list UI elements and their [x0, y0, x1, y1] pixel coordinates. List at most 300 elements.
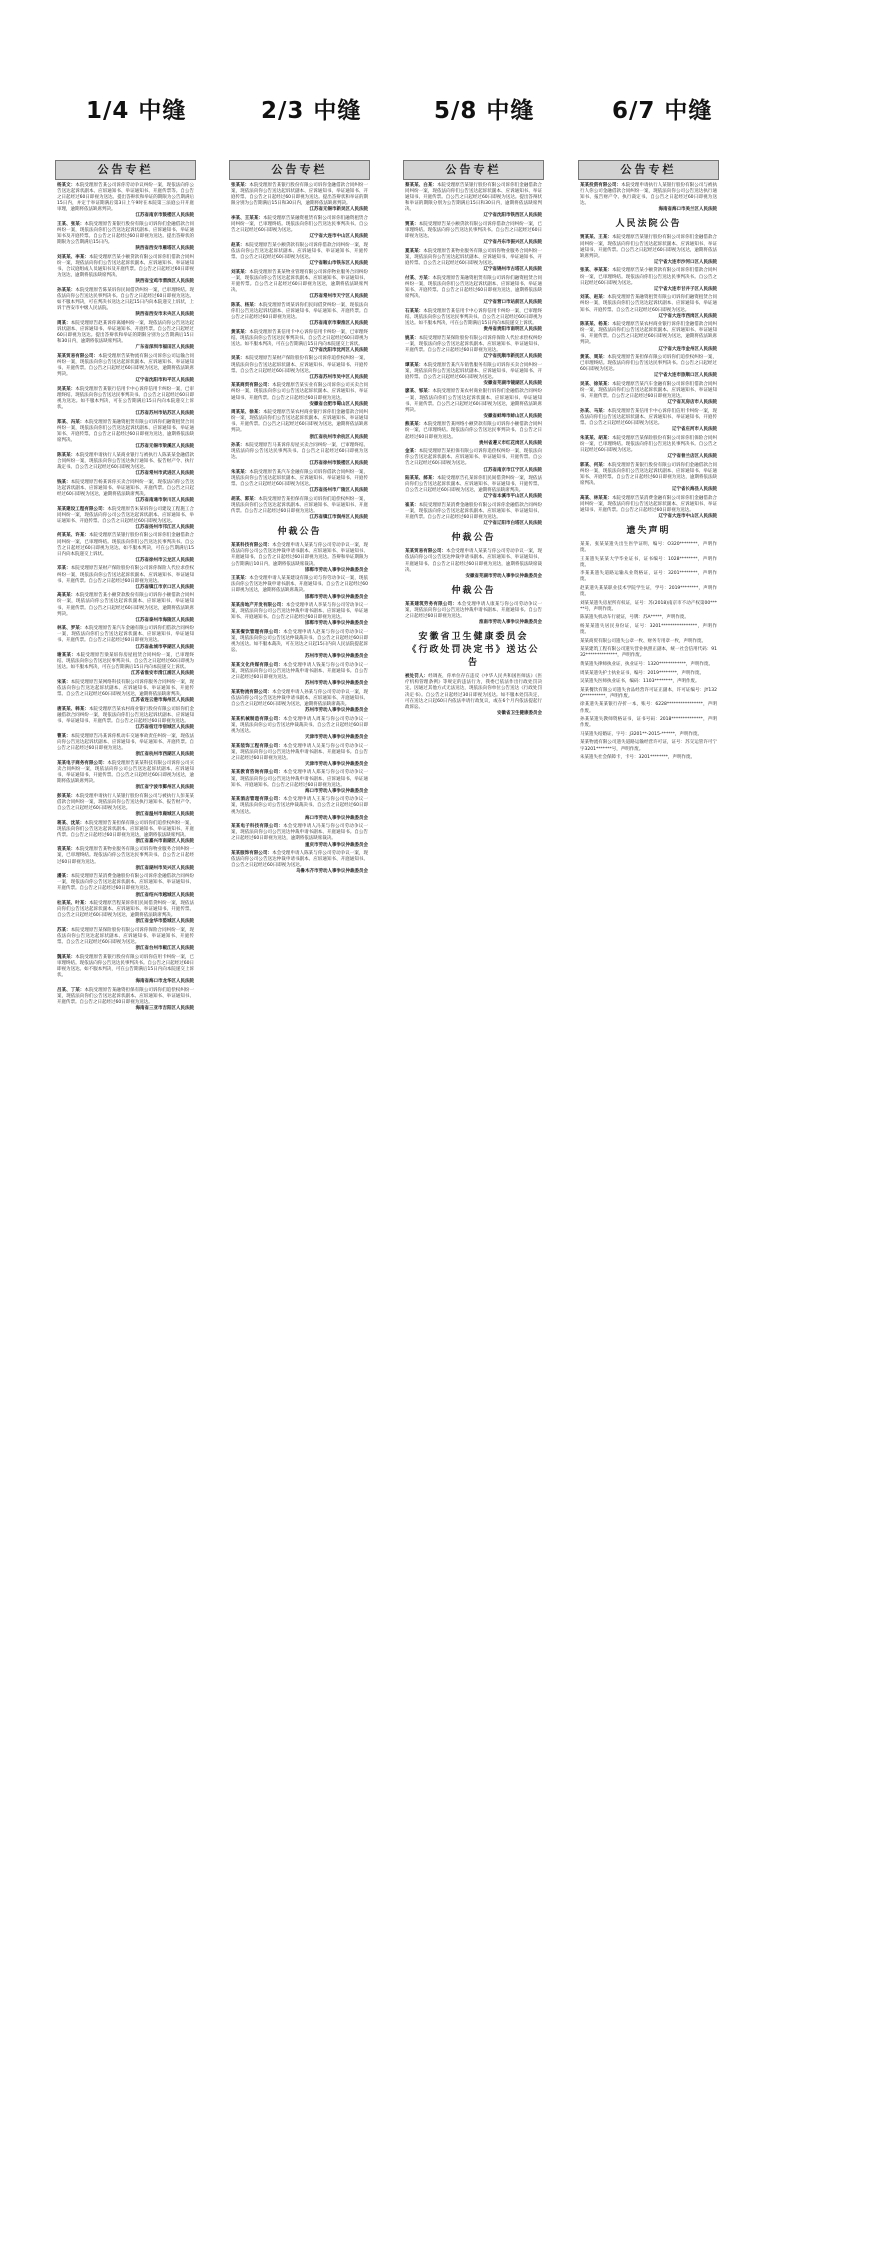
- notice-issuer: 安徽省蚌埠市蚌山区人民法院: [483, 413, 542, 419]
- notice-recipient: 朱某某、胡某：: [580, 435, 612, 441]
- notice-issuer: 辽宁省丹东市振兴区人民法院: [483, 240, 542, 246]
- notice-item: [580, 355, 717, 379]
- notice-recipient: 付某、方某：: [405, 275, 433, 281]
- notice-item: [405, 476, 542, 500]
- notice-issuer: 邯郸市劳动人事争议仲裁委员会: [305, 567, 368, 573]
- notice-recipient: 某某教育咨询有限公司：: [231, 770, 284, 776]
- notice-issuer: 浙江省嘉兴市南湖区人民法院: [135, 838, 194, 844]
- notice-issuer: 江苏省淮安市清江浦区人民法院: [131, 671, 194, 677]
- notice-recipient: 某某建筑劳务有限公司：: [405, 601, 458, 607]
- notice-recipient: 邓某：: [57, 566, 71, 572]
- notice-text: 本院受理原告程某诉你们民间借贷纠纷一案，现依法向你们公告送达起诉状副本、应诉通知书、举证通知书、开庭传票。自公告之日起经过60日即视为送达，逾期将依法缺席判决。: [57, 901, 194, 919]
- notice-item: [580, 463, 717, 493]
- notice-issuer: 邯郸市劳动人事争议仲裁委员会: [305, 621, 368, 627]
- notice-item: [405, 503, 542, 527]
- column-header: 公告专栏: [55, 160, 196, 180]
- notice-item: [405, 449, 542, 473]
- notice-recipient: 蔡某某、白某：: [405, 183, 437, 188]
- notice-issuer: 浙江省台州市椒江区人民法院: [135, 946, 194, 952]
- notice-recipient: 姚某：: [405, 335, 419, 341]
- notice-recipient: 苏某：: [57, 928, 71, 933]
- notice-text: 本会受理申请人康某与你公司劳动争议一案，现依法向你公司公告送达仲裁申请书副本、开庭通知书。自公告之日起经过60日即视为送达。: [405, 601, 543, 620]
- notice-recipient: 张某某：: [231, 183, 250, 188]
- notice-item: [580, 679, 717, 685]
- notice-issuer: 辽宁省大连市西岗区人民法院: [658, 313, 717, 319]
- notice-recipient: 吴某某：: [57, 386, 76, 392]
- notice-recipient: 王某某：: [231, 576, 250, 582]
- notice-text: 本院受理原告某融资租赁有限公司诉你们融资租赁合同纠纷一案，现依法向你们公告送达起诉状副本、应诉通知书、举证通知书、开庭传票。自公告之日起经过60日即视为送达。: [580, 295, 718, 313]
- notice-issuer: 辽宁省大连市沙河口区人民法院: [654, 259, 717, 265]
- notice-recipient: 张某、李某某：: [580, 268, 612, 274]
- notice-recipient: 魏某某：: [57, 954, 76, 960]
- notice-text: 本院受理原告某保险股份有限公司诉你保险合同纠纷一案，现依法向你公告送达起诉状副本、应诉通知书、举证通知书、开庭传票。自公告之日起经过60日即视为送达。: [57, 928, 195, 946]
- notice-text: 本院受理原告某汽车金融有限公司诉你们借款合同纠纷一案，现依法向你们公告送达起诉状副本、应诉通知书、举证通知书、开庭传票。自公告之日起经过60日即视为送达。: [57, 626, 195, 644]
- notice-text: 某某商贸有限公司遗失公章一枚、财务专用章一枚，声明作废。: [580, 638, 706, 644]
- notice-recipient: 某某电子商务有限公司：: [57, 760, 108, 766]
- notice-item: [580, 409, 717, 433]
- notice-recipient: 某某建设工程有限公司：: [57, 506, 108, 512]
- notice-recipient: 黄某某：: [231, 329, 250, 335]
- notice-item: [231, 410, 368, 440]
- notice-item: [580, 571, 717, 583]
- notice-item: [231, 630, 368, 660]
- notice-item: [405, 422, 542, 446]
- notice-recipient: 崔某：: [405, 503, 419, 508]
- notice-issuer: 邯郸市劳动人事争议仲裁委员会: [305, 594, 368, 600]
- notice-text: 本院受理原告某保险股份有限公司诉你保险人代位求偿权纠纷一案，现依法向你公告送达起诉状副本、应诉通知书、举证通知书、开庭传票。自公告之日起经过60日即视为送达。: [405, 335, 543, 353]
- notice-item: [57, 354, 194, 384]
- notice-recipient: 潘某：: [57, 874, 71, 880]
- section-title: 仲裁公告: [277, 527, 322, 538]
- notice-issuer: 浙江省宁波市鄞州区人民法院: [135, 785, 194, 791]
- notice-item: [57, 901, 194, 925]
- notice-recipient: 夏某某：: [405, 248, 424, 254]
- section-title: 仲裁公告: [451, 585, 496, 596]
- notice-text: 本院受理原告某融资租赁有限公司诉你们融资租赁合同纠纷一案，已审理终结。现依法向你们公告送达民事判决书。自公告之日起经过60日即视为送达。: [231, 215, 368, 234]
- notice-item: [57, 593, 194, 623]
- notice-issuer: 浙江省湖州市吴兴区人民法院: [135, 865, 194, 871]
- notice-text: 本院受理原告某小额贷款股份有限公司诉你小额借款合同纠纷一案，现依法向你公告送达起诉状副本、应诉通知书、举证通知书、开庭传票。自公告之日起经过60日即视为送达，逾期将依法缺席判决。: [57, 593, 195, 617]
- notice-text: 某某建筑工程有限公司遗失营业执照正副本，统一社会信用代码：9132**************，声明作废。: [580, 647, 717, 659]
- notice-text: 本会受理申请人某某建设有限公司与你劳动争议一案，现依法向你公告送达仲裁申请书副本、开庭通知书。自公告之日起经过60日即视为送达，逾期将依法缺席裁决。: [231, 576, 369, 594]
- notice-issuer: 江苏省常州市武进区人民法院: [135, 471, 194, 477]
- notice-text: 本院受理原告某信用卡中心诉你信用卡纠纷一案，已审理终结。现依法向你公告送达民事判决书。自公告之日起经过60日即视为送达。如不服本判决，可在公告期满后15日内向本院递交上诉状。: [231, 329, 369, 347]
- notice-text: 本院受理原告某担保有限公司诉你们追偿权纠纷一案，现依法向你们公告送达起诉状副本、应诉通知书、举证通知书、开庭传票。自公告之日起经过60日即视为送达。: [231, 496, 369, 515]
- notice-text: 本院受理原告某担保有限公司诉你们追偿权纠纷一案，现依法向你们公告送达起诉状副本、应诉通知书、举证通知书、开庭传票。自公告之日起经过60日即视为送达，逾期将依法缺席判决。: [57, 820, 195, 838]
- notice-item: [580, 688, 717, 700]
- notice-issuer: 江苏省南京市江宁区人民法院: [483, 467, 542, 473]
- notice-item: [57, 928, 194, 952]
- notice-issuer: 海口市劳动人事争议仲裁委员会: [305, 815, 368, 821]
- notice-issuer: 江苏省扬州市广陵区人民法院: [309, 488, 368, 494]
- notice-item: [405, 249, 542, 273]
- notice-recipient: 贾某某、王某：: [580, 235, 612, 241]
- notice-recipient: 孙某某：: [57, 288, 76, 293]
- notice-item: [231, 243, 368, 267]
- notice-recipient: 某某贸易有限公司：: [57, 353, 99, 359]
- notice-item: [405, 336, 542, 360]
- notice-issuer: 江苏省南京市秦淮区人民法院: [309, 320, 368, 326]
- notice-issuer: 辽宁省大连市金州区人民法院: [658, 346, 717, 352]
- notice-item: [231, 797, 368, 821]
- notice-recipient: 某某酒店管理有限公司：: [231, 797, 284, 803]
- notice-issuer: 苏州市劳动人事争议仲裁委员会: [305, 654, 368, 660]
- notice-issuer: 江苏省徐州市鼓楼区人民法院: [309, 461, 368, 467]
- notice-item: [231, 216, 368, 240]
- notice-recipient: 钱某：: [57, 479, 71, 485]
- notice-issuer: 贵州省贵阳市南明区人民法院: [483, 327, 542, 333]
- notice-recipient: 袁某某：: [57, 847, 76, 853]
- notice-recipient: 杜某某、叶某：: [57, 901, 89, 907]
- notice-text: 徐某遗失某某银行存折一本，账号：6228****************，声明作废。: [580, 702, 717, 714]
- column-header: 公告专栏: [229, 160, 370, 180]
- notice-recipient: 黄某、周某：: [580, 355, 608, 361]
- notice-text: 本院受理原告杨某诉你买卖合同纠纷一案，现依法向你公告送达起诉状副本、应诉通知书、举证通知书、开庭传票。自公告之日起经过60日即视为送达，逾期将依法缺席判决。: [57, 479, 195, 497]
- notice-issuer: 陕西省西安市雁塔区人民法院: [135, 246, 194, 252]
- notice-item: [231, 443, 368, 467]
- notice-recipient: 刘某某、李某：: [57, 255, 89, 261]
- notice-recipient: 金某：: [405, 449, 419, 455]
- notice-issuer: 辽宁省抚顺市新抚区人民法院: [483, 353, 542, 359]
- notice-text: 本院受理原告某财产保险股份有限公司诉你追偿权纠纷一案，现依法向你公告送达起诉状副本、应诉通知书、举证通知书、开庭传票。自公告之日起经过60日即视为送达。: [231, 356, 369, 374]
- notice-issuer: 辽宁省鞍山市铁东区人民法院: [309, 261, 368, 267]
- notice-text: 本院受理原告冯某诉你机动车交通事故责任纠纷一案，现依法向你公告送达起诉状副本、应诉通知书、举证通知书、开庭传票。自公告之日起经过60日即视为送达。: [57, 733, 195, 751]
- notice-recipient: 杨某文：: [57, 183, 76, 188]
- notice-item: [580, 268, 717, 292]
- notice-text: 马某遗失结婚证，字号：J3201**-2015-******，声明作废。: [580, 731, 702, 737]
- column-body: [578, 180, 719, 761]
- notice-recipient: 陈某某：: [57, 452, 76, 458]
- notice-issuer: 贵州省遵义市红花岗区人民法院: [479, 440, 542, 446]
- notice-recipient: 吴某：: [231, 356, 245, 362]
- notice-item: [57, 566, 194, 590]
- notice-text: 本院受理原告某银行股份有限公司诉你们金融借款合同纠纷一案，现依法向你们公告送达起诉状副本、应诉通知书、举证通知书、开庭传票。自公告之日起经过60日即视为送达，逾期将依法缺席判决。: [580, 462, 718, 486]
- notice-item: [57, 874, 194, 898]
- notice-recipient: 吕某、丁某：: [57, 987, 85, 993]
- notice-item: [580, 586, 717, 598]
- notice-text: 本院受理原告某公司诉你劳动争议纠纷一案，现依法向你公告送达起诉状副本、应诉通知书、举证通知书、开庭传票等。自公告之日起经过60日即视为送达。提出答辩状和举证的期限为公告期满后15日内，并定于举证期满后第3日上午9时在本院第三法庭公开开庭审理，逾期将依法缺席判决。: [57, 183, 195, 213]
- notice-item: [231, 851, 368, 875]
- column-label-6-7: 6/7 中缝: [612, 98, 713, 124]
- notice-item: [231, 717, 368, 741]
- notice-item: [57, 183, 194, 220]
- column-body: [229, 180, 370, 875]
- notice-issuer: 辽宁省庄河市人民法院: [672, 427, 717, 433]
- notice-text: 王某遗失某某大学毕业证书，证书编号：1028********，声明作废。: [580, 556, 717, 568]
- notice-text: 本会受理申请人李某与你公司劳动争议一案，现依法向你公司公告送达仲裁申请书副本、应诉通知书、举证通知书、开庭通知书。自公告之日起经过60日即视为送达。: [231, 603, 368, 621]
- notice-issuer: 苏州市劳动人事争议仲裁委员会: [305, 708, 368, 714]
- notice-text: 本院受理原告陈某诉你民间借贷纠纷一案，已审理终结。现依法向你公告送达民事判决书。自公告之日起经过60日即视为送达。如不服本判决，可在判决书送达之日起15日内向本院递交上诉状，上诉于西安市中级人民法院。: [57, 288, 195, 312]
- notice-item: [57, 222, 194, 252]
- section-title: 人民法院公告: [615, 219, 682, 230]
- notice-item: [57, 507, 194, 531]
- notice-item: [231, 543, 368, 573]
- notice-recipient: 孙某、马某：: [580, 408, 608, 414]
- notice-text: 本院受理原告某小额贷款有限公司诉你们借款合同纠纷一案，已审理终结。现依法向你们公告送达民事判决书。自公告之日起经过60日即视为送达。: [580, 268, 717, 286]
- notice-text: 本院受理原告某物流有限公司诉你公司运输合同纠纷一案，现依法向你公告送达起诉状副本、应诉通知书、举证通知书、开庭传票。自公告之日起经过60日即视为送达，逾期将依法缺席判决。: [57, 353, 195, 378]
- notice-text: 李某某遗失道路运输从业资格证，证号：3201********，声明作废。: [580, 571, 717, 583]
- notice-item: [231, 330, 368, 354]
- notice-item: [580, 496, 717, 520]
- notice-item: [231, 497, 368, 521]
- notice-recipient: 高某、林某某：: [580, 495, 612, 501]
- notice-item: [57, 955, 194, 985]
- notice-text: 本院受理原告某小额贷款有限公司诉你们借款合同纠纷一案，现依法向你们公告送达起诉状副本、应诉通知书、举证通知书、合议庭组成人员通知书及开庭传票。自公告之日起经过60日即视为送达，逾期将依法缺席判决。: [57, 255, 194, 279]
- notice-recipient: 郑某、冯某：: [57, 419, 85, 425]
- notice-item: [57, 387, 194, 417]
- announcement-column-1-4: [55, 160, 196, 2220]
- notice-recipient: 陈某、杨某：: [231, 302, 259, 308]
- notice-recipient: 某某机械制造有限公司：: [231, 716, 284, 722]
- notice-item: [231, 303, 368, 327]
- notice-text: 本院受理原告某农村商业银行股份有限公司诉你们金融借款合同纠纷一案，现依法向你们公告送达起诉状副本、应诉通知书、举证通知书、开庭传票。自公告之日起经过60日即视为送达。: [57, 706, 194, 725]
- notice-item: [57, 321, 194, 351]
- notice-item: [580, 717, 717, 729]
- notice-issuer: 江苏省镇江市润州区人民法院: [309, 515, 368, 521]
- notice-recipient: 郭某、何某：: [580, 462, 608, 468]
- section-title: 遗失声明: [626, 526, 671, 536]
- section-title: 仲裁公告: [451, 533, 496, 544]
- notice-text: 本院受理原告某银行股份有限公司诉你信用卡纠纷一案，已审理终结。现依法向你公告送达民事判决书。自公告之日起经过60日即视为送达。如不服本判决，可在公告期满后15日内向本院递交上诉状。: [57, 954, 195, 979]
- notice-recipient: 某某装饰工程有限公司：: [231, 743, 284, 749]
- notice-item: [580, 557, 717, 569]
- notice-text: 本院受理原告某银行股份有限公司诉你们金融借款合同纠纷一案，现依法向你们公告送达起诉状副本、应诉通知书、举证通知书、开庭传票。自公告之日起经过60日即视为送达。提出答辩状和举证的期限分别为公告期满后15日和30日内，逾期将依法缺席判决。: [405, 183, 542, 213]
- notice-text: 本院受理原告某融资租赁有限公司诉你们融资租赁合同纠纷一案，现依法向你们公告送达起诉状副本、应诉通知书、举证通知书、开庭传票。自公告之日起经过60日即视为送达，逾期将依法缺席判决。: [405, 275, 543, 300]
- notice-text: 刘某某遗失房屋所有权证，证号：苏(2018)南京市不动产权第00*****号，声明作废。: [580, 600, 717, 612]
- column-header: 公告专栏: [578, 160, 719, 180]
- notice-text: 本院受理原告某银行股份有限公司诉你们金融借款合同纠纷一案，现依法向你们公告送达起诉状副本、应诉通知书、举证通知书、开庭传票。自公告之日起经过60日即视为送达，逾期将依法缺席判决。: [580, 235, 717, 259]
- notice-item: [231, 183, 368, 213]
- notice-item: [57, 626, 194, 650]
- notice-item: [231, 270, 368, 300]
- notice-text: 本院受理原告某消费金融股份有限公司诉你金融借款合同纠纷一案，现依法向你公告送达起诉状副本、应诉通知书、举证通知书、开庭传票。自公告之日起经过60日即视为送达。: [57, 874, 195, 892]
- notice-text: 本院受理原告某网络小额贷款有限公司诉你小额借款合同纠纷一案，已审理终结。现依法向你公告送达民事判决书。自公告之日起经过60日即视为送达。: [405, 422, 543, 440]
- notice-text: 本院受理原告某农村商业银行诉你们金融借款合同纠纷一案，现依法向你们公告送达起诉状副本、应诉通知书、举证通知书、开庭传票。自公告之日起经过60日即视为送达，逾期将依法缺席判决。: [231, 410, 368, 434]
- notice-text: 陈某遗失机动车行驶证，号牌：苏A*****，声明作废。: [580, 615, 689, 621]
- notice-item: [231, 470, 368, 494]
- notice-issuer: 辽宁省大连市中山区人民法院: [658, 513, 717, 519]
- notice-issuer: 江苏省连云港市海州区人民法院: [131, 698, 194, 704]
- notice-text: 本院受理原告某小额贷款有限公司诉你借款合同纠纷一案，现依法向你公告送达起诉状副本、应诉通知书、举证通知书、开庭传票。自公告之日起经过60日即视为送达。: [231, 242, 369, 261]
- notice-recipient: 陆某某、郝某：: [405, 476, 437, 482]
- notice-recipient: 某某投资有限公司：: [580, 183, 622, 188]
- notice-issuer: 辽宁省长海县人民法院: [672, 487, 717, 493]
- notice-text: 本会受理申请人郑某与你公司劳动争议一案，现依法向你公司公告送达仲裁申请书副本、应诉通知书、举证通知书、开庭通知书。自公告之日起经过60日即视为送达。: [231, 770, 369, 788]
- notice-text: 吴某遗失医师执业证书，编码：1103********，声明作废。: [580, 679, 700, 685]
- notice-recipient: 某某餐饮管理有限公司：: [231, 630, 284, 635]
- notice-issuer: 辽宁省瓦房店市人民法院: [667, 400, 717, 406]
- notice-issuer: 辽宁省普兰店区人民法院: [667, 454, 717, 460]
- section-title: 安徽省卫生健康委员会 《行政处罚决定书》送达公告: [407, 632, 540, 669]
- notice-item: [405, 276, 542, 306]
- notice-item: [405, 309, 542, 333]
- column-body: [403, 180, 544, 717]
- notice-item: [405, 602, 542, 626]
- notice-text: 朱某遗失社会保障卡，卡号：3201********，声明作废。: [580, 755, 695, 761]
- notice-item: [580, 662, 717, 668]
- notice-item: [405, 222, 542, 246]
- notice-recipient: 彭某某：: [57, 793, 76, 799]
- notice-text: 本院受理原告某担保有限公司诉你追偿权纠纷一案，现依法向你公告送达起诉状副本、应诉通知书、举证通知书、开庭传票。自公告之日起经过60日即视为送达。: [405, 449, 543, 467]
- notice-recipient: 刘某、赵某：: [580, 295, 608, 301]
- notice-text: 本院受理申请执行人某银行股份有限公司与被执行人你公司金融借款合同纠纷一案，现依法向你公司公告送达执行通知书、报告财产令、执行裁定书。自公告之日起经过60日即视为送达。: [580, 183, 718, 207]
- notice-issuer: 江苏省扬州市邗江区人民法院: [135, 524, 194, 530]
- notice-text: 本院受理原告某物业服务有限公司诉你物业服务合同纠纷一案，已审理终结。现依法向你公告送达民事判决书。自公告之日起经过60日即视为送达。: [57, 847, 195, 865]
- notice-item: [57, 707, 194, 731]
- notice-recipient: 孙某：: [231, 443, 245, 449]
- notice-text: 本院受理原告某银行股份有限公司诉你们金融借款合同纠纷一案，已审理终结。现依法向你们公告送达民事判决书。自公告之日起经过60日即视为送达。如不服本判决，可在公告期满后15日内向本院递交上诉状。: [57, 533, 194, 557]
- notice-item: [57, 761, 194, 791]
- notice-recipient: 周某：: [57, 320, 71, 326]
- notice-recipient: 王某、张某：: [57, 222, 85, 228]
- notice-issuer: 江苏省宿迁市宿城区人民法院: [135, 725, 194, 731]
- notice-text: 本院受理原告某信用卡中心诉你信用卡纠纷一案，已审理终结。现依法向你公告送达民事判决书。自公告之日起经过60日即视为送达。如不服本判决，可在公告期满后15日内向本院递交上诉状。: [405, 308, 543, 326]
- notice-recipient: 宋某：: [57, 680, 71, 686]
- notice-issuer: 广东省深圳市福田区人民法院: [135, 345, 194, 351]
- notice-recipient: 唐某某、韩某：: [57, 706, 89, 712]
- notice-recipient: 某某贸易有限公司：: [405, 549, 447, 555]
- notice-text: 本院受理原告某汽车销售服务有限公司诉你买卖合同纠纷一案，现依法向你公告送达起诉状副本、应诉通知书、举证通知书、开庭传票。自公告之日起经过60日即视为送达。: [405, 362, 543, 380]
- notice-item: [405, 549, 542, 579]
- notice-issuer: 苏州市劳动人事争议仲裁委员会: [305, 681, 368, 687]
- notice-issuer: 天津市劳动人事争议仲裁委员会: [305, 735, 368, 740]
- notice-recipient: 谭某某：: [405, 362, 424, 368]
- notice-issuer: 江苏省苏州市姑苏区人民法院: [135, 411, 194, 417]
- notice-recipient: 熊某某：: [405, 422, 424, 428]
- notice-item: [405, 674, 542, 717]
- notice-item: [580, 740, 717, 752]
- notice-recipient: 被处罚人：: [405, 674, 429, 680]
- notice-item: [57, 288, 194, 318]
- notice-text: 本院受理原告某汽车金融有限公司诉你借款合同纠纷一案，现依法向你公告送达起诉状副本、应诉通知书、举证通知书、开庭传票。自公告之日起经过60日即视为送达。: [231, 470, 369, 488]
- notice-recipient: 林某、罗某：: [57, 626, 85, 632]
- notice-item: [57, 821, 194, 845]
- notice-text: 本会受理申请人某某与你公司劳动争议一案，现依法向你公司公告送达仲裁申请书副本、应诉通知书、举证通知书、开庭通知书。自公告之日起经过60日即视为送达。答辩和举证期限为公告期满后10日内，逾期将依法缺席裁决。: [231, 543, 369, 567]
- notice-item: [231, 690, 368, 714]
- notice-text: 本会受理申请人某某与你公司劳动争议一案，现依法向你公司公告送达仲裁申请书副本、应诉通知书、举证通知书、开庭通知书。自公告之日起经过60日即视为送达，逾期将依法缺席裁决。: [405, 549, 543, 573]
- notice-recipient: 某某房地产开发有限公司：: [231, 603, 286, 609]
- notice-recipient: 胡某、郭某：: [231, 496, 259, 502]
- notice-text: 本院受理原告某银行股份有限公司诉你金融借款合同纠纷一案，现依法向你公告送达起诉状副本、应诉通知书、举证通知书、开庭传票。自公告之日起经过60日即视为送达。提出答辩状和举证的期限分别为公告期满后15日和30日内，逾期将依法缺席判决。: [231, 183, 369, 207]
- notice-issuer: 海南省三亚市吉阳区人民法院: [135, 1006, 194, 1012]
- notice-item: [231, 663, 368, 687]
- notice-text: 本院受理原告某汽车金融有限公司诉你们借款合同纠纷一案，现依法向你们公告送达起诉状副本、应诉通知书、举证通知书、开庭传票。自公告之日起经过60日即视为送达。: [580, 382, 717, 400]
- notice-text: 本院受理原告朱某诉你公司建设工程施工合同纠纷一案，现依法向你公司公告送达起诉状副本、应诉通知书、举证通知书、开庭传票。自公告之日起经过60日即视为送达。: [57, 506, 195, 524]
- column-label-5-8: 5/8 中缝: [434, 98, 535, 124]
- notice-issuer: 江苏省无锡市梁溪区人民法院: [135, 444, 194, 450]
- notice-recipient: 何某某、许某：: [57, 533, 89, 539]
- notice-item: [231, 603, 368, 627]
- notice-item: [580, 639, 717, 645]
- notice-issuer: 辽宁省锦州市古塔区人民法院: [483, 267, 542, 273]
- notice-item: [57, 533, 194, 563]
- notice-text: 本院受理原告某农村商业银行诉你们金融借款合同纠纷一案，现依法向你们公告送达起诉状副本、应诉通知书、举证通知书、开庭传票。自公告之日起经过60日即视为送达，逾期将依法缺席判决。: [580, 322, 717, 346]
- notice-recipient: 周某某、徐某：: [231, 410, 263, 416]
- notice-issuer: 浙江省绍兴市越城区人民法院: [135, 892, 194, 898]
- notice-issuer: 海南省海口市美兰区人民法院: [658, 207, 717, 213]
- notice-recipient: 某某商贸有限公司：: [231, 383, 273, 389]
- notice-issuer: 浙江省杭州市余杭区人民法院: [309, 434, 368, 440]
- notice-item: [580, 647, 717, 659]
- notice-issuer: 海南省海口市龙华区人民法院: [135, 979, 194, 985]
- notice-text: 本院受理原告赵某诉你离婚纠纷一案，现依法向你公告送达起诉状副本、应诉通知书、举证通知书、开庭传票。自公告之日起经过60日即视为送达。提出答辩状和举证的期限分别为公告期满后15日和30日内，逾期将依法缺席判决。: [57, 320, 195, 345]
- notice-text: 本院受理申请执行人某商业银行与被执行人陈某某金融借款合同纠纷一案，现依法向你公告送达执行通知书、报告财产令、执行裁定书。自公告之日起经过60日即视为送达。: [57, 452, 195, 471]
- notice-issuer: 江苏省苏州市吴中区人民法院: [309, 374, 368, 380]
- notice-item: [580, 542, 717, 554]
- notice-item: [405, 363, 542, 387]
- notice-item: [57, 794, 194, 818]
- notice-item: [405, 389, 542, 419]
- notice-item: [57, 847, 194, 871]
- notice-recipient: 某某文化传媒有限公司：: [231, 662, 284, 668]
- notice-issuer: 陕西省西安市未央区人民法院: [135, 312, 194, 318]
- notice-text: 本会受理申请人赵某与你公司劳动争议一案，现依法向你公司公告送达仲裁裁决书。自公告之日起经过60日即视为送达。如不服本裁决，可在送达之日起15日内向人民法院提起诉讼。: [231, 630, 369, 654]
- notice-text: 本院受理原告某小额贷款有限公司诉你借款合同纠纷一案，已审理终结。现依法向你公告送达民事判决书。自公告之日起经过60日即视为送达。: [405, 222, 543, 240]
- notice-issuer: 江苏省盐城市亭湖区人民法院: [135, 644, 194, 650]
- notice-issuer: 江苏省南通市崇川区人民法院: [135, 498, 194, 503]
- notice-text: 赵某遗失某某职业技术学院学生证，学号：2019********，声明作废。: [580, 586, 717, 598]
- notice-item: [231, 383, 368, 407]
- notice-issuer: 江苏省徐州市云龙区人民法院: [135, 557, 194, 563]
- notice-text: 本院受理原告某物业服务有限公司诉你物业服务合同纠纷一案，现依法向你公告送达起诉状副本、应诉通知书、举证通知书、开庭传票。自公告之日起经过60日即视为送达。: [405, 248, 543, 267]
- column-body: [55, 180, 196, 1012]
- notice-issuer: 辽宁省大连市旅顺口区人民法院: [654, 373, 717, 379]
- notice-recipient: 石某某：: [405, 308, 424, 314]
- notice-recipient: 贾某：: [405, 222, 419, 228]
- notice-item: [57, 680, 194, 704]
- notice-issuer: 安徽省芜湖市劳动人事争议仲裁委员会: [465, 573, 542, 579]
- notice-item: [580, 702, 717, 714]
- notice-text: 本院受理原告某融资租赁有限公司诉你们融资租赁合同纠纷一案，现依法向你们公告送达起诉状副本、应诉通知书、举证通知书、开庭传票。自公告之日起经过60日即视为送达，逾期将依法缺席判决。: [57, 419, 195, 444]
- notice-item: [57, 988, 194, 1012]
- notice-issuer: 江苏省镇江市京口区人民法院: [135, 584, 194, 590]
- notice-issuer: 淮南市劳动人事争议仲裁委员会: [479, 620, 542, 626]
- notice-item: [580, 322, 717, 352]
- notice-recipient: 赵某：: [231, 242, 245, 248]
- notice-item: [231, 744, 368, 768]
- notice-issuer: 江苏省常州市天宁区人民法院: [309, 294, 368, 300]
- notice-issuer: 辽宁省大连市甘井子区人民法院: [654, 286, 717, 292]
- notice-item: [231, 770, 368, 794]
- notice-issuer: 陕西省宝鸡市渭滨区人民法院: [135, 279, 194, 285]
- notice-recipient: 李某、王某某：: [231, 215, 263, 221]
- column-label-2-3: 2/3 中缝: [261, 98, 362, 124]
- announcement-column-2-3: [229, 160, 370, 2220]
- notice-recipient: 某某科技有限公司：: [231, 543, 273, 549]
- notice-recipient: 朱某某：: [231, 470, 250, 476]
- notice-text: 本院受理原告马某诉你房屋买卖合同纠纷一案，已审理终结。现依法向你公告送达民事判决书。自公告之日起经过60日即视为送达。: [231, 443, 369, 461]
- notice-item: [231, 576, 368, 600]
- notice-item: [580, 755, 717, 761]
- notice-item: [580, 671, 717, 677]
- notice-text: 某某物流有限公司遗失道路运输经营许可证，证号：苏交运管许可宁字3201*******号，声明作废。: [580, 740, 717, 752]
- notice-issuer: 海口市劳动人事争议仲裁委员会: [305, 788, 368, 794]
- notice-issuer: 辽宁省沈阳市铁西区人民法院: [483, 213, 542, 219]
- notice-item: [405, 183, 542, 220]
- notice-issuer: 安徽省合肥市蜀山区人民法院: [309, 401, 368, 407]
- notice-text: 孙某某遗失教师资格证书，证书号码：2018**************，声明作废。: [580, 717, 717, 729]
- notice-issuer: 重庆市劳动人事争议仲裁委员会: [305, 842, 368, 848]
- notice-item: [57, 734, 194, 758]
- notice-text: 本院受理原告梁某诉你房屋租赁合同纠纷一案，已审理终结。现依法向你公告送达民事判决书。自公告之日起经过60日即视为送达。如不服本判决，可在公告期满后15日内向本院递交上诉状。: [57, 653, 195, 671]
- notice-text: 本院受理原告某消费金融有限公司诉你们金融借款合同纠纷一案，现依法向你们公告送达起诉状副本、应诉通知书、举证通知书、开庭传票。自公告之日起经过60日即视为送达。: [580, 495, 717, 513]
- notice-recipient: 刘某某：: [231, 269, 250, 275]
- notice-recipient: 陈某某、杨某：: [580, 322, 612, 328]
- notice-recipient: 某某电子科技有限公司：: [231, 824, 284, 830]
- notice-text: 本院受理原告某某物业管理有限公司诉你物业服务合同纠纷一案，现依法向你公告送达起诉状副本、应诉通知书、举证通知书、开庭传票。自公告之日起经过60日即视为送达，逾期将依法缺席判决。: [231, 269, 369, 293]
- notice-recipient: 某某物流有限公司：: [231, 689, 273, 695]
- notice-text: 本院受理原告某网络科技有限公司诉你服务合同纠纷一案，现依法向你公告送达起诉状副本、应诉通知书、举证通知书、开庭传票。自公告之日起经过60日即视为送达，逾期将依法缺席判决。: [57, 680, 195, 698]
